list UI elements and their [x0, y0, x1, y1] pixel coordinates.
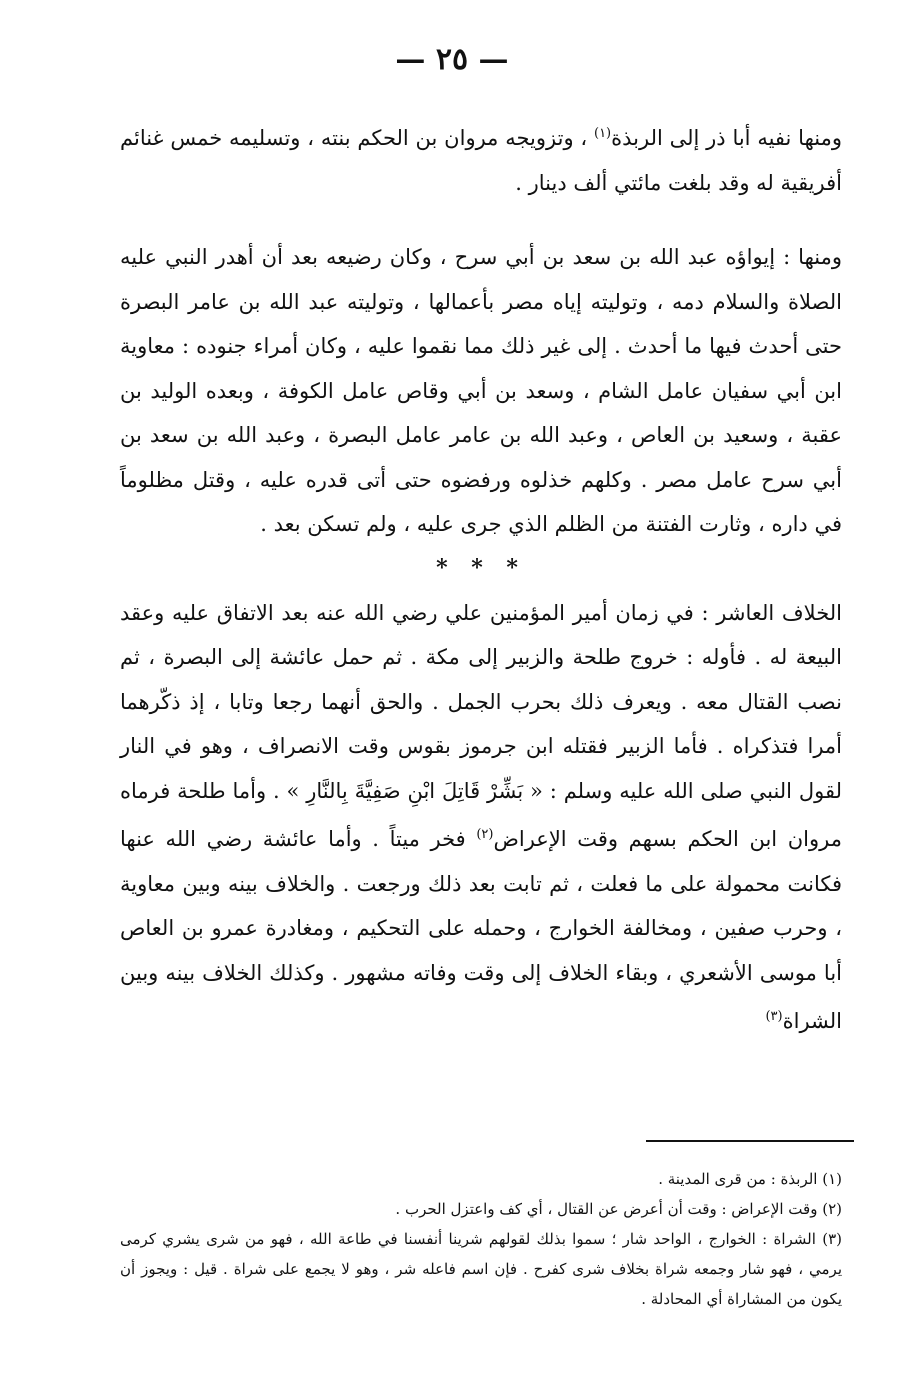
footnote-ref-3: (٣): [765, 1009, 783, 1024]
footnote-ref-1: (١): [593, 126, 612, 141]
footnote-1: (١) الربذة : من قرى المدينة .: [658, 1170, 842, 1188]
paragraph-1-part-a: ومنها نفيه أبا ذر إلى الربذة: [611, 126, 842, 150]
paragraph-3: [120, 591, 842, 1044]
footnote-divider: [646, 1140, 854, 1142]
footnote-2: (٢) وقت الإعراض : وقت أن أعرض عن القتال ، أي كف واعتزل الحرب .: [395, 1200, 842, 1218]
paragraph-2: ومنها : إيواؤه عبد الله بن سعد بن أبي سرح ، وكان رضيعه بعد أن أهدر النبي عليه الصلاة والسلام دمه ، وتوليته إياه مصر بأعمالها ، وتوليته عبد الله بن عامر البصرة حتى أحدث فيها ما أحدث . إلى غير ذلك مما نقموا عليه ، وكان أمراء جنوده : معاوية ابن أبي سفيان عامل الشام ، وسعد بن أبي وقاص عامل الكوفة ، وبعده الوليد بن عقبة ، وسعيد بن العاص ، وعبد الله بن عامر عامل البصرة ، وعبد الله بن سعد بن أبي سرح عامل مصر . وكلهم خذلوه ورفضوه حتى أتى قدره عليه ، وقتل مظلوماً في داره ، وثارت الفتنة من الظلم الذي جرى عليه ، ولم تسكن بعد .: [120, 245, 842, 536]
paragraph-3-part-b: فخر ميتاً . وأما عائشة رضي الله عنها فكانت محمولة على ما فعلت ، ثم تابت بعد ذلك ورجعت . والخلاف بينه وبين معاوية ، وحرب صفين ، ومخالفة الخوارج ، وحمله على التحكيم ، ومغادرة عمرو بن العاص أبا موسى الأشعري ، وبقاء الخلاف إلى وقت وفاته مشهور . وكذلك الخلاف بينه وبين الشراة: [120, 827, 842, 1033]
paragraph-1: [120, 112, 842, 205]
paragraph-1-part-b: ، وتزويجه مروان بن الحكم بنته ، وتسليمه خمس غنائم أفريقية له وقد بلغت مائتي ألف دينار .: [120, 126, 842, 195]
footnote-3: (٣) الشراة : الخوارج ، الواحد شار ؛ سموا بذلك لقولهم شرينا أنفسنا في طاعة الله ، فهو من شرى يشري كرمى يرمي ، فهو شار وجمعه شراة بخلاف شرى كفرح . فإن اسم فاعله شر ، وهو لا يجمع على شراة . قيل : ويجوز أن يكون من المشاراة أي المحادلة .: [120, 1230, 842, 1308]
footnotes: [120, 1164, 842, 1314]
page-number: — ٢٥ —: [395, 42, 509, 77]
section-separator: * * *: [436, 554, 526, 581]
main-text: [120, 112, 842, 1044]
footnote-ref-2: (٢): [476, 827, 494, 842]
paragraph-gap: [120, 205, 842, 235]
paragraph-3-part-a: الخلاف العاشر : في زمان أمير المؤمنين علي رضي الله عنه بعد الاتفاق عليه وعقد البيعة له . فأوله : خروج طلحة والزبير إلى مكة . ثم حمل عائشة إلى البصرة ، ثم نصب القتال معه . ويعرف ذلك بحرب الجمل . والحق أنهما رجعا وتابا ، إذ ذكّرهما أمرا فتذكراه . فأما الزبير فقتله ابن جرموز بقوس وقت الانصراف ، وهو في النار لقول النبي صلى الله عليه وسلم : « بَشِّرْ قَاتِلَ ابْنِ صَفِيَّةَ بِالنَّارِ » . وأما طلحة فرماه مروان ابن الحكم بسهم وقت الإعراض: [120, 600, 842, 851]
